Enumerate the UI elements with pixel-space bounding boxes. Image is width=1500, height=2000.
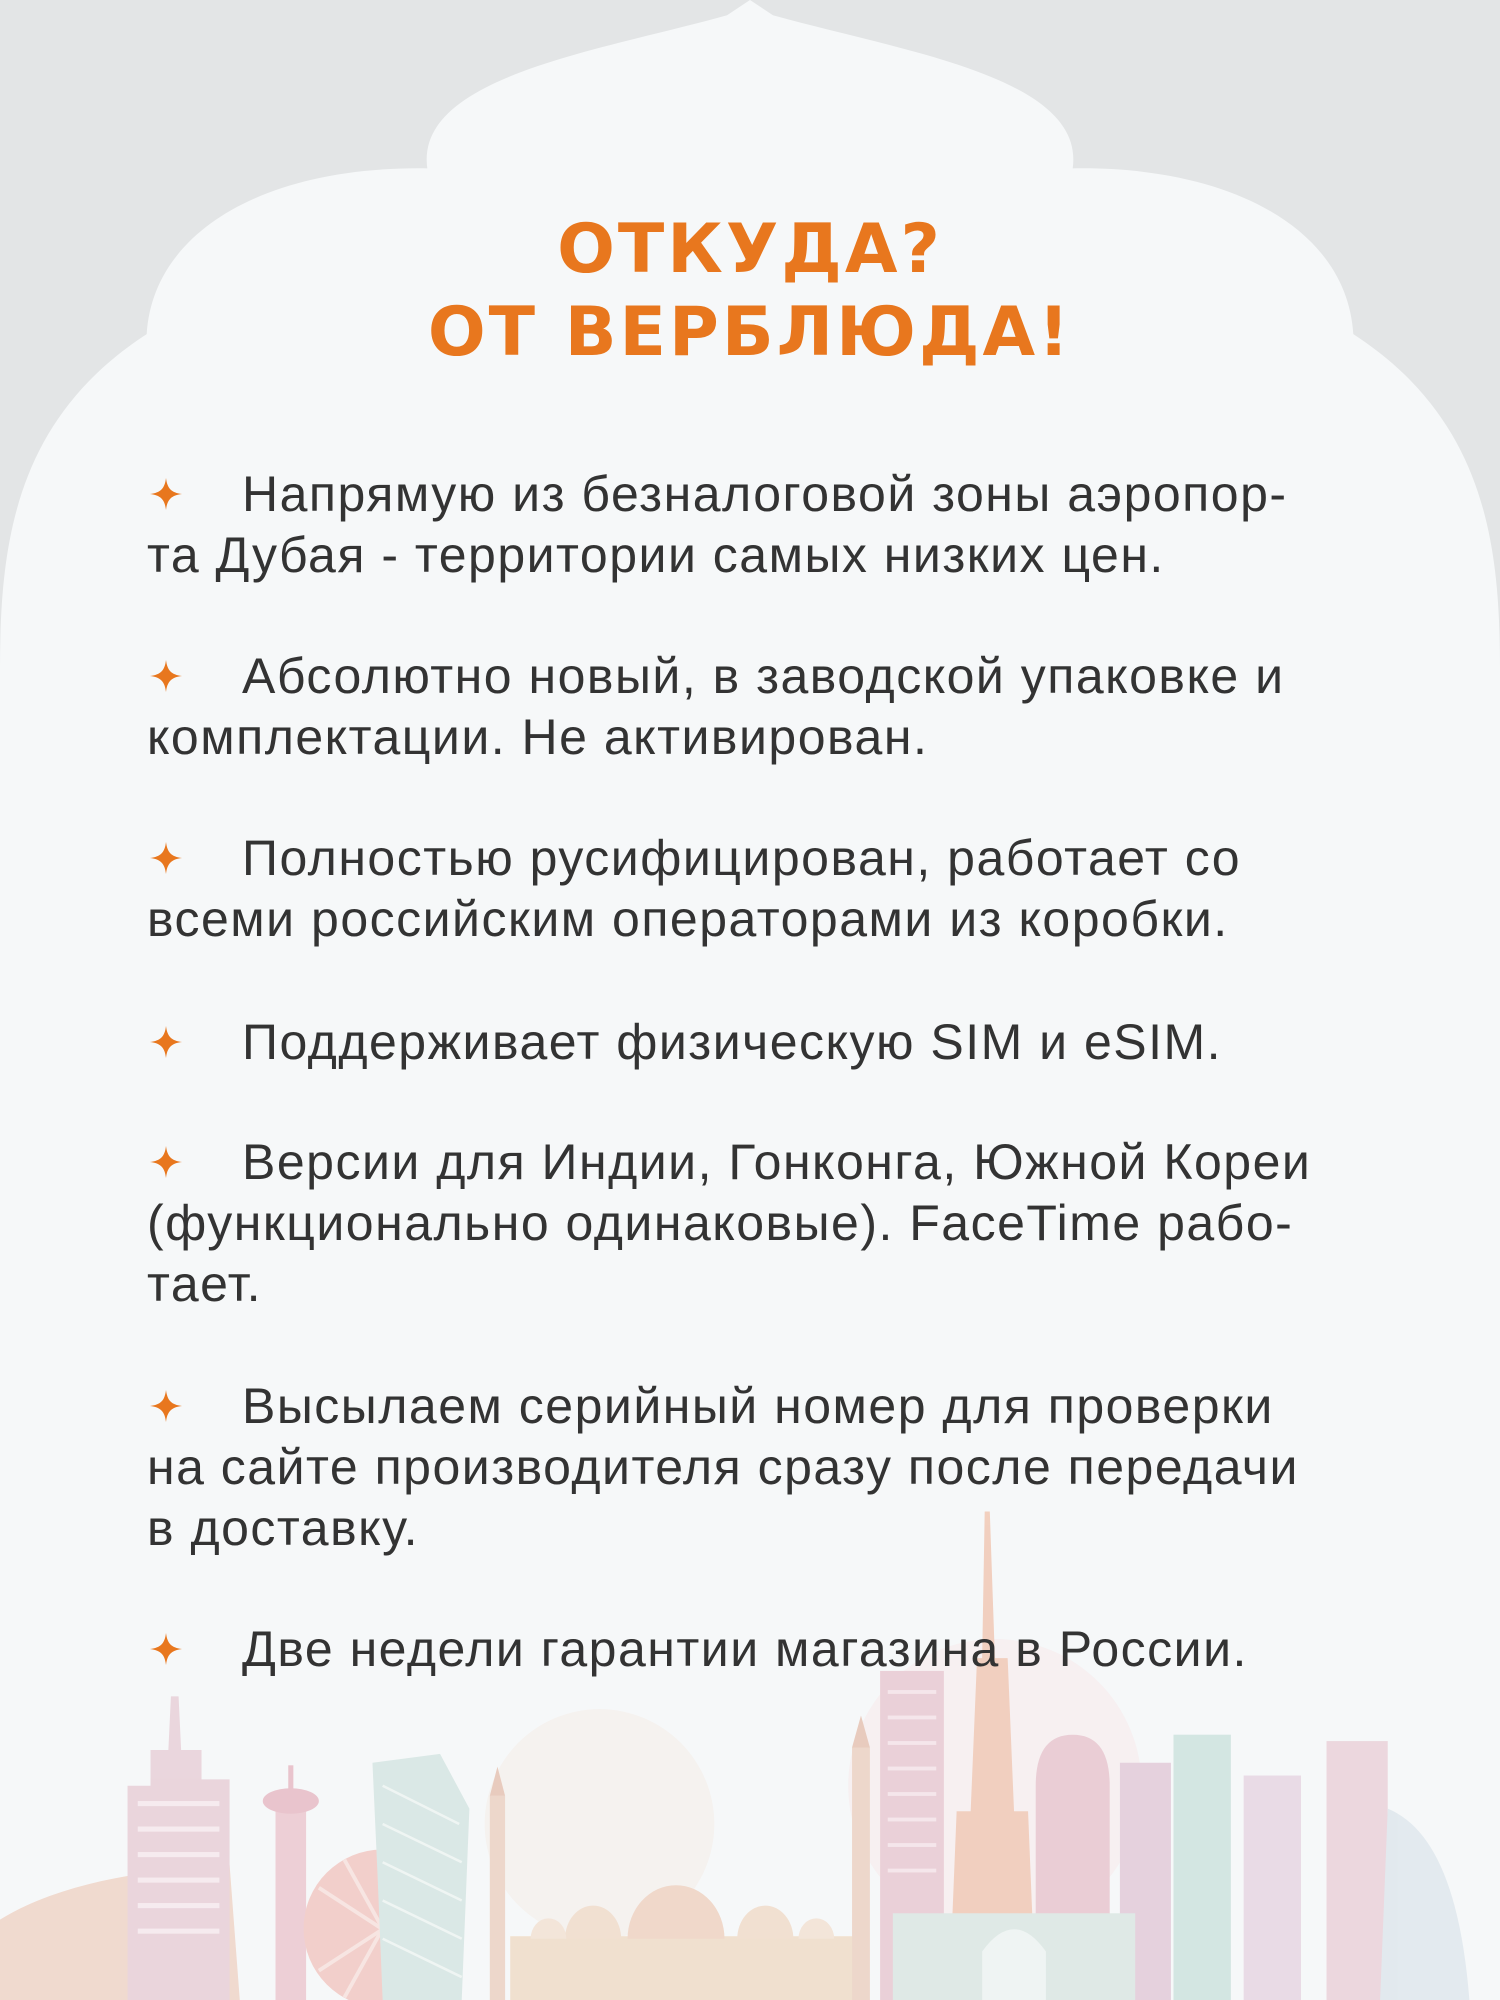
skyline-tower bbox=[1327, 1741, 1388, 2000]
feature-text-line: Абсолютно новый, в заводской упаковке и bbox=[242, 648, 1285, 704]
feature-item bbox=[147, 1132, 1447, 1315]
skyline-disk-tower-spire bbox=[288, 1765, 293, 1793]
four-pointed-star-icon bbox=[150, 1026, 182, 1058]
skyline-tower bbox=[1244, 1776, 1301, 2000]
feature-item bbox=[147, 1376, 1447, 1559]
feature-text-line: Две недели гарантии магазина в России. bbox=[242, 1621, 1248, 1677]
four-pointed-star-icon bbox=[150, 478, 182, 510]
four-pointed-star-icon bbox=[150, 1146, 182, 1178]
skyline-minaret-left bbox=[490, 1796, 505, 2000]
feature-text-line: тает. bbox=[147, 1256, 263, 1312]
title-line-2: ОТ ВЕРБЛЮДА! bbox=[427, 293, 1073, 372]
feature-text-line: Высылаем серийный номер для проверки bbox=[242, 1378, 1274, 1434]
feature-text-line: на сайте производителя сразу после передачи bbox=[147, 1439, 1299, 1495]
feature-text-line: Напрямую из безналоговой зоны аэропор- bbox=[242, 466, 1288, 522]
skyline-leaning-tower bbox=[372, 1754, 469, 2000]
skyline-disk-tower bbox=[276, 1811, 307, 2000]
skyline-tower bbox=[1173, 1735, 1230, 2000]
feature-item bbox=[147, 646, 1447, 768]
feature-text-line: Версии для Индии, Гонконга, Южной Кореи bbox=[242, 1134, 1312, 1190]
feature-item bbox=[147, 464, 1447, 586]
feature-item bbox=[147, 1619, 1447, 1680]
feature-text-line: Поддерживает физическую SIM и eSIM. bbox=[242, 1014, 1223, 1070]
four-pointed-star-icon bbox=[150, 1633, 182, 1665]
title-line-1: ОТКУДА? bbox=[557, 210, 943, 289]
feature-text-line: Полностью русифицирован, работает со bbox=[242, 830, 1242, 886]
four-pointed-star-icon bbox=[150, 1390, 182, 1422]
feature-text-line: та Дубая - территории самых низких цен. bbox=[147, 527, 1165, 583]
feature-item bbox=[147, 828, 1447, 950]
four-pointed-star-icon bbox=[150, 842, 182, 874]
feature-text-line: в доставку. bbox=[147, 1500, 419, 1556]
feature-text-line: комплектации. Не активирован. bbox=[147, 709, 929, 765]
page-title bbox=[0, 208, 1500, 374]
feature-text-line: (функционально одинаковые). FaceTime рабо- bbox=[147, 1195, 1294, 1251]
four-pointed-star-icon bbox=[150, 660, 182, 692]
skyline-minaret-right bbox=[852, 1747, 870, 2000]
skyline-mosque-base bbox=[510, 1936, 867, 2000]
feature-text-line: всеми российским операторами из коробки. bbox=[147, 891, 1229, 947]
feature-item bbox=[147, 1012, 1447, 1073]
